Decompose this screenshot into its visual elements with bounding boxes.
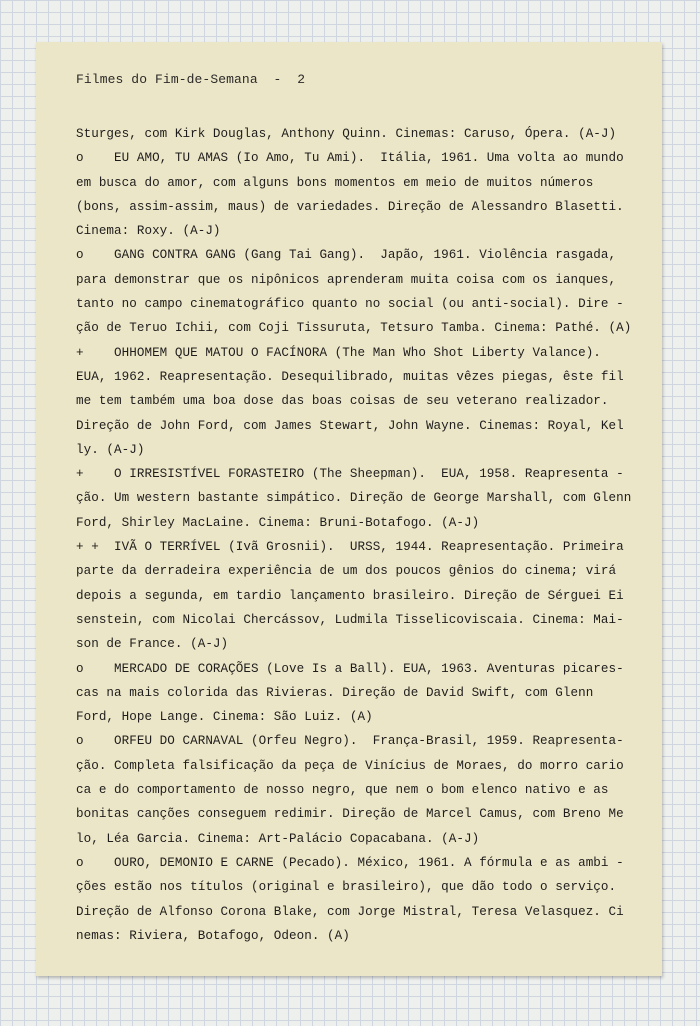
text-line: ca e do comportamento de nosso negro, que nem o bom elenco nativo e as (76, 783, 609, 798)
page-body (76, 122, 636, 948)
text-line: Sturges, com Kirk Douglas, Anthony Quinn. Cinemas: Caruso, Ópera. (A-J) (76, 127, 617, 141)
text-line: cas na mais colorida das Rivieras. Direção de David Swift, com Glenn (76, 685, 594, 700)
text-line: senstein, com Nicolai Chercássov, Ludmila Tisselicoviscaia. Cinema: Mai- (76, 612, 624, 627)
text-line: tanto no campo cinematográfico quanto no social (ou anti-social). Dire - (76, 297, 624, 312)
text-line: o ORFEU DO CARNAVAL (Orfeu Negro). França-Brasil, 1959. Reapresenta- (76, 734, 624, 749)
text-line: o GANG CONTRA GANG (Gang Tai Gang). Japão, 1961. Violência rasgada, (76, 248, 617, 263)
text-line: o EU AMO, TU AMAS (Io Amo, Tu Ami). Itália, 1961. Uma volta ao mundo (76, 151, 624, 166)
text-line: nemas: Riviera, Botafogo, Odeon. (A) (76, 928, 350, 943)
text-line: + O IRRESISTÍVEL FORASTEIRO (The Sheepman). EUA, 1958. Reapresenta - (76, 467, 624, 482)
text-line: para demonstrar que os nipônicos aprenderam muita coisa com os ianques, (76, 272, 617, 287)
text-line: depois a segunda, em tardio lançamento brasileiro. Direção de Sérguei Ei (76, 588, 624, 603)
text-line: Cinema: Roxy. (A-J) (76, 224, 221, 239)
text-line: ções estão nos títulos (original e brasileiro), que dão todo o serviço. (76, 880, 617, 895)
text-line: o OURO, DEMONIO E CARNE (Pecado). México, 1961. A fórmula e as ambi - (76, 855, 624, 870)
text-line: bonitas canções conseguem redimir. Direção de Marcel Camus, com Breno Me (76, 807, 624, 822)
text-line: (bons, assim-assim, maus) de variedades. Direção de Alessandro Blasetti. (76, 199, 624, 214)
text-line: lo, Léa Garcia. Cinema: Art-Palácio Copacabana. (A-J) (76, 831, 480, 846)
text-line: + + IVÃ O TERRÍVEL (Ivã Grosnii). URSS, 1944. Reapresentação. Primeira (76, 540, 624, 555)
text-line: EUA, 1962. Reapresentação. Desequilibrado, muitas vêzes piegas, êste fil (76, 369, 624, 384)
text-line: Ford, Shirley MacLaine. Cinema: Bruni-Botafogo. (A-J) (76, 515, 480, 530)
text-line: son de France. (A-J) (76, 637, 229, 652)
text-line: em busca do amor, com alguns bons momentos em meio de muitos números (76, 175, 594, 190)
text-line: ção. Um western bastante simpático. Direção de George Marshall, com Glenn (76, 491, 632, 506)
text-line: ly. (A-J) (76, 442, 145, 457)
text-line: ção de Teruo Ichii, com Coji Tissuruta, Tetsuro Tamba. Cinema: Pathé. (A) (76, 321, 632, 336)
page-header: Filmes do Fim-de-Semana - 2 (76, 72, 306, 87)
text-line: me tem também uma boa dose das boas coisas de seu veterano realizador. (76, 394, 609, 409)
text-line: Ford, Hope Lange. Cinema: São Luiz. (A) (76, 710, 373, 725)
text-line: parte da derradeira experiência de um dos poucos gênios do cinema; virá (76, 564, 617, 579)
text-line: + OHHOMEM QUE MATOU O FACÍNORA (The Man Who Shot Liberty Valance). (76, 345, 601, 360)
text-line: o MERCADO DE CORAÇÕES (Love Is a Ball). EUA, 1963. Aventuras picares- (76, 661, 624, 676)
typed-page (36, 42, 662, 976)
text-line: Direção de Alfonso Corona Blake, com Jorge Mistral, Teresa Velasquez. Ci (76, 904, 624, 919)
text-line: ção. Completa falsificação da peça de Vinícius de Moraes, do morro cario (76, 758, 624, 773)
text-line: Direção de John Ford, com James Stewart, John Wayne. Cinemas: Royal, Kel (76, 418, 624, 433)
